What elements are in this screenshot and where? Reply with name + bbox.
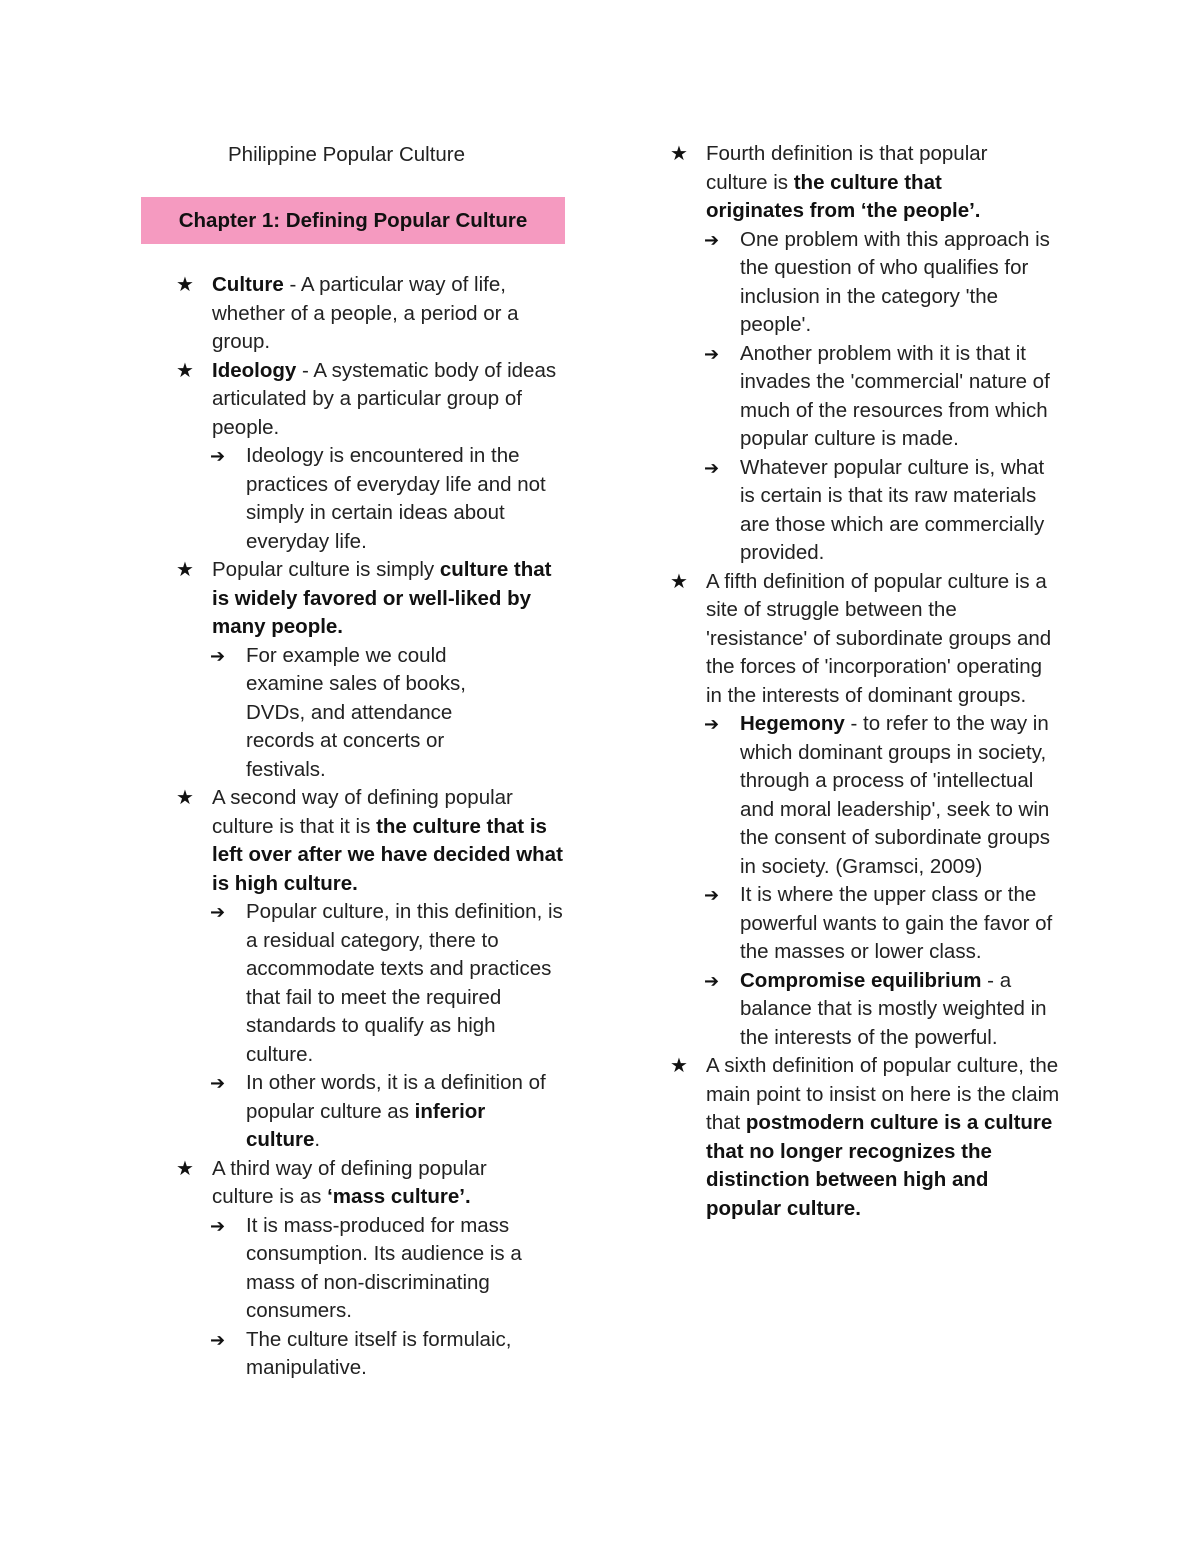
- chapter-heading-text: Chapter 1: Defining Popular Culture: [178, 208, 528, 232]
- sixth-pre: A sixth definition of popular culture, the main point to insist on here is the claim that: [706, 1054, 1060, 1134]
- third-note-1: It is mass-produced for mass consumption. Its audience is a mass of non-discriminating consumers.: [246, 1213, 522, 1322]
- fourth-note-3: Whatever popular culture is, what is certain is that its raw materials are those which are commercially provided.: [740, 455, 1045, 564]
- sub-item-second-2: [210, 1069, 548, 1155]
- arrow-icon: ➔: [210, 446, 226, 466]
- list-item-third: [176, 1155, 508, 1212]
- list-item-culture: [176, 271, 568, 357]
- star-icon: ★: [670, 570, 688, 593]
- second-note-2-bold: inferior culture: [246, 1099, 486, 1151]
- term-ideology: Ideology: [212, 358, 297, 382]
- sub-item-fourth-1: [704, 226, 1062, 340]
- arrow-icon: ➔: [704, 885, 720, 905]
- fifth-text: A fifth definition of popular culture is a site of struggle between the 'resistance' of subordinate groups and the forces of 'incorporation' operating in the interests of dominant groups.: [706, 569, 1052, 707]
- list-item-second: [176, 784, 568, 898]
- compromise-definition: - a balance that is mostly weighted in the interests of the powerful.: [740, 968, 1047, 1049]
- sub-item-third-1: [210, 1212, 568, 1326]
- list-item-ideology: [176, 357, 568, 443]
- star-icon: ★: [176, 359, 194, 382]
- arrow-icon: ➔: [210, 1215, 226, 1236]
- arrow-icon: ➔: [210, 902, 226, 922]
- popular-example: For example we could examine sales of books, DVDs, and attendance records at concerts or festivals.: [246, 643, 466, 781]
- list-item-popular: [176, 556, 568, 642]
- arrow-icon: ➔: [210, 645, 226, 666]
- popular-pre: Popular culture is simply: [212, 558, 440, 581]
- arrow-icon: ➔: [704, 970, 720, 991]
- arrow-icon: ➔: [210, 1329, 226, 1350]
- third-note-2: The culture itself is formulaic, manipulative.: [246, 1327, 512, 1379]
- culture-definition: - A particular way of life, whether of a people, a period or a group.: [212, 273, 519, 353]
- term-compromise-equilibrium: Compromise equilibrium: [740, 968, 982, 992]
- fourth-note-1: One problem with this approach is the question of who qualifies for inclusion in the category 'the people'.: [740, 227, 1050, 336]
- arrow-icon: ➔: [210, 1073, 226, 1093]
- popular-bold: culture that is widely favored or well-liked by many people.: [212, 558, 552, 638]
- second-bold: the culture that is left over after we have decided what is high culture.: [212, 814, 563, 895]
- sub-item-hegemony: [704, 710, 1050, 881]
- second-pre: A second way of defining popular culture is that it is: [212, 786, 513, 838]
- star-icon: ★: [176, 274, 194, 296]
- term-hegemony: Hegemony: [740, 712, 845, 735]
- sub-item-fourth-2: [704, 340, 1062, 454]
- ideology-definition: - A systematic body of ideas articulated by a particular group of people.: [212, 358, 557, 439]
- star-icon: ★: [176, 1157, 194, 1180]
- arrow-icon: ➔: [704, 714, 720, 734]
- term-culture: Culture: [212, 273, 284, 296]
- left-column: [176, 271, 568, 1383]
- sub-item-fourth-3: [704, 454, 1062, 568]
- sub-item-ideology: [210, 442, 562, 556]
- third-bold: ‘mass culture’.: [327, 1185, 471, 1208]
- chapter-heading: [141, 197, 565, 244]
- arrow-icon: ➔: [704, 343, 720, 364]
- arrow-icon: ➔: [704, 229, 720, 250]
- arrow-icon: ➔: [704, 457, 720, 478]
- third-pre: A third way of defining popular culture is as: [212, 1156, 487, 1208]
- upper-class-note: It is where the upper class or the powerful wants to gain the favor of the masses or lower class.: [740, 883, 1053, 963]
- second-note-2-pre: In other words, it is a definition of popular culture as: [246, 1071, 546, 1123]
- star-icon: ★: [176, 787, 194, 809]
- sub-item-popular: [210, 642, 508, 785]
- sub-item-third-2: [210, 1326, 568, 1383]
- sub-item-compromise: [704, 967, 1062, 1053]
- second-note-1: Popular culture, in this definition, is a residual category, there to accommodate texts and practices that fail to meet the required standards to qualify as high culture.: [246, 900, 563, 1066]
- star-icon: ★: [176, 559, 194, 581]
- fourth-note-2: Another problem with it is that it invades the 'commercial' nature of much of the resources from which popular culture is made.: [740, 341, 1050, 450]
- list-item-sixth: [670, 1052, 1062, 1223]
- sixth-bold: postmodern culture is a culture that no longer recognizes the distinction between high and popular culture.: [706, 1111, 1053, 1220]
- sub-item-second-1: [210, 898, 568, 1069]
- hegemony-definition: - to refer to the way in which dominant groups in society, through a process of 'intellectual and moral leadership', seek to win the consent of subordinate groups in society. (Gramsci, 2009): [740, 712, 1050, 878]
- star-icon: ★: [670, 143, 688, 165]
- second-note-2-post: .: [314, 1128, 321, 1151]
- fourth-pre: Fourth definition is that popular culture is: [706, 142, 988, 194]
- star-icon: ★: [670, 1055, 688, 1077]
- list-item-fourth: [670, 140, 1022, 226]
- doc-title: Philippine Popular Culture: [228, 143, 466, 166]
- list-item-fifth: [670, 568, 1062, 711]
- right-column: [670, 140, 1062, 1223]
- ideology-note: Ideology is encountered in the practices of everyday life and not simply in certain ideas about everyday life.: [246, 444, 546, 553]
- sub-item-upper-class: [704, 881, 1062, 967]
- fourth-bold: the culture that originates from ‘the people’.: [706, 170, 981, 222]
